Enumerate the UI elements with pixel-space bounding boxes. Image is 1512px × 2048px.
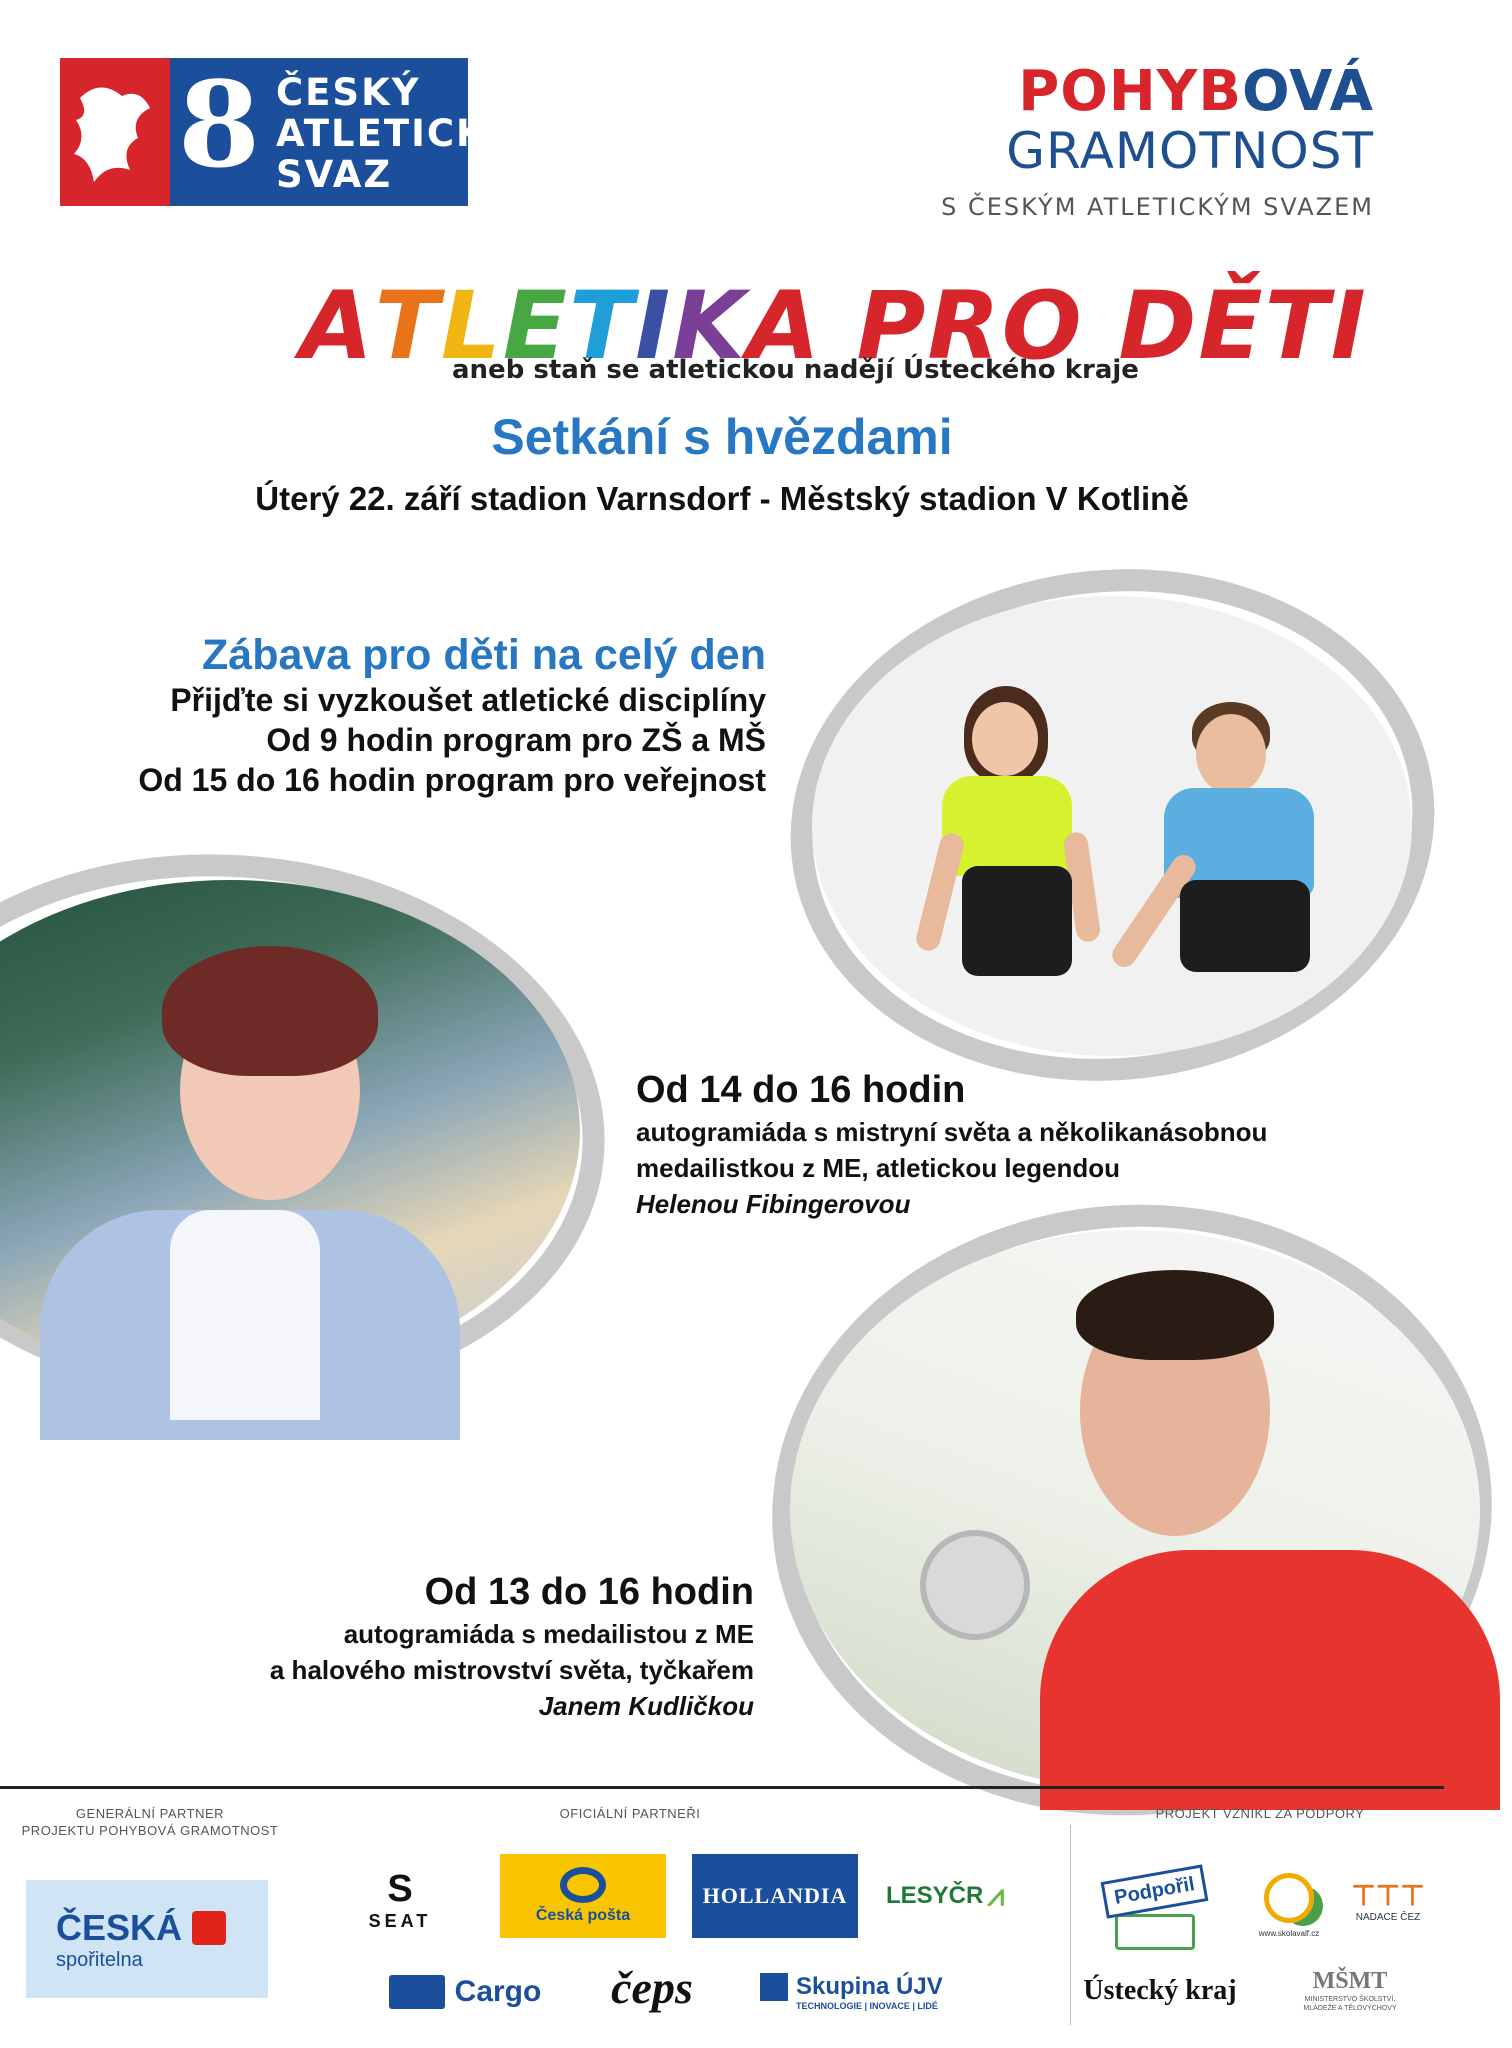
fun-line-2: Od 9 hodin program pro ZŠ a MŠ <box>266 722 766 758</box>
kudlicka-time: Od 13 do 16 hodin <box>424 1571 754 1613</box>
podporil-stamp: Podpořil <box>1085 1866 1225 1956</box>
kudlicka-photo <box>790 1230 1480 1790</box>
title-letter: A <box>746 272 822 381</box>
lesy-cr-logo: LESYČR ⩘ <box>886 1879 1005 1912</box>
cesky-atleticky-svaz-logo <box>60 55 516 206</box>
cd-icon <box>389 1975 445 2009</box>
cez-icon: ⊤⊤⊤ <box>1351 1880 1425 1911</box>
lion-emblem-icon <box>60 58 170 206</box>
kudlicka-line-2: a halového mistrovství světa, tyčkařem <box>269 1655 754 1685</box>
title-letter: K <box>672 272 747 381</box>
title-letter: I <box>635 272 673 381</box>
support-label: PROJEKT VZNIKL ZA PODPORY <box>1155 1806 1365 1821</box>
circles-icon <box>1264 1873 1314 1923</box>
fun-heading: Zábava pro děti na celý den <box>202 631 766 679</box>
lesy-tree-icon: ⩘ <box>987 1879 1005 1912</box>
ceska-sporitelna-logo: ČESKÁ spořitelna <box>26 1880 268 1998</box>
title-letter: O <box>1001 272 1084 381</box>
title-letter: I <box>1330 272 1368 381</box>
event-date-place: Úterý 22. září stadion Varnsdorf - Městský stadion V Kotlině <box>255 480 1189 517</box>
fun-line-1: Přijďte si vyzkoušet atletické disciplíny <box>170 682 766 718</box>
ceska-posta-logo: Česká pošta <box>500 1854 666 1938</box>
title-letter: T <box>569 272 636 381</box>
nadace-cez-logo: ⊤⊤⊤ NADACE ČEZ <box>1351 1880 1425 1923</box>
seat-s-icon: S <box>387 1868 413 1910</box>
title-letter: Ě <box>1198 272 1265 381</box>
ujv-squares-icon <box>760 1973 788 2001</box>
official-partners-label: OFICIÁLNÍ PARTNEŘI <box>559 1806 701 1821</box>
fibingerova-name: Helenou Fibingerovou <box>636 1189 911 1219</box>
fun-line-3: Od 15 do 16 hodin program pro veřejnost <box>138 762 766 798</box>
fibingerova-line-2: medailistkou z ME, atletickou legendou <box>636 1153 1120 1183</box>
title-letter: A <box>300 272 375 381</box>
title-letter: R <box>927 272 1002 381</box>
msmt-logo: MŠMT MINISTERSTVO ŠKOLSTVÍ, MLÁDEŽE A TĚLOVÝCHOVY <box>1303 1967 1397 2012</box>
fun-program-block <box>138 630 766 800</box>
event-heading: Setkání s hvězdami <box>491 409 953 465</box>
fibingerova-line-1: autogramiáda s mistryní světa a několikanásobnou <box>636 1117 1268 1147</box>
title-letter: L <box>440 272 503 381</box>
pg-logo-line2: GRAMOTNOST <box>1006 122 1374 180</box>
msmt-icon: MŠMT <box>1312 1967 1388 1994</box>
fibingerova-block <box>636 1066 1267 1222</box>
title-letter: T <box>374 272 441 381</box>
title-letter: E <box>502 272 569 381</box>
footer-divider <box>0 1786 1444 1789</box>
pg-logo-line1: POHYBOVÁ <box>1018 59 1374 124</box>
footer-vertical-divider <box>1070 1825 1071 2025</box>
title-letter: P <box>856 272 928 381</box>
medal-icon <box>920 1530 1030 1640</box>
fibingerova-time: Od 14 do 16 hodin <box>636 1069 966 1111</box>
kudlicka-line-1: autogramiáda s medailistou z ME <box>343 1619 754 1649</box>
skolavalf-logo: www.skolavalf.cz <box>1244 1860 1334 1950</box>
cas-logo-text: ČESKÝ ATLETICKÝ SVAZ <box>276 71 516 196</box>
ceps-logo: čeps <box>611 1961 693 2013</box>
hollandia-logo: HOLLANDIA <box>692 1854 858 1938</box>
pohybova-gramotnost-logo <box>941 59 1374 221</box>
title-letter: T <box>1264 272 1331 381</box>
eight-flame-icon: 8 <box>178 55 261 194</box>
kids-start-photo <box>812 596 1412 1056</box>
cs-s-icon <box>192 1911 226 1945</box>
ustecky-kraj-logo: Ústecký kraj <box>1083 1975 1237 2006</box>
pg-logo-line3: S ČESKÝM ATLETICKÝM SVAZEM <box>941 193 1374 221</box>
post-horn-icon <box>560 1867 606 1903</box>
kudlicka-name: Janem Kudličkou <box>538 1691 754 1721</box>
title-letter: D <box>1118 272 1199 381</box>
castle-stamp-icon <box>1115 1914 1195 1950</box>
cd-cargo-logo: Cargo <box>380 1965 550 2019</box>
general-partner-label: GENERÁLNÍ PARTNER PROJEKTU POHYBOVÁ GRAMOTNOST <box>21 1806 279 1838</box>
title-subtitle: aneb staň se atletickou nadějí Ústeckého kraje <box>452 355 1139 385</box>
seat-logo: S SEAT <box>368 1868 432 1931</box>
kudlicka-block <box>270 1568 754 1724</box>
skupina-ujv-logo: Skupina ÚJV TECHNOLOGIE | INOVACE | LIDÉ <box>760 1962 970 2022</box>
